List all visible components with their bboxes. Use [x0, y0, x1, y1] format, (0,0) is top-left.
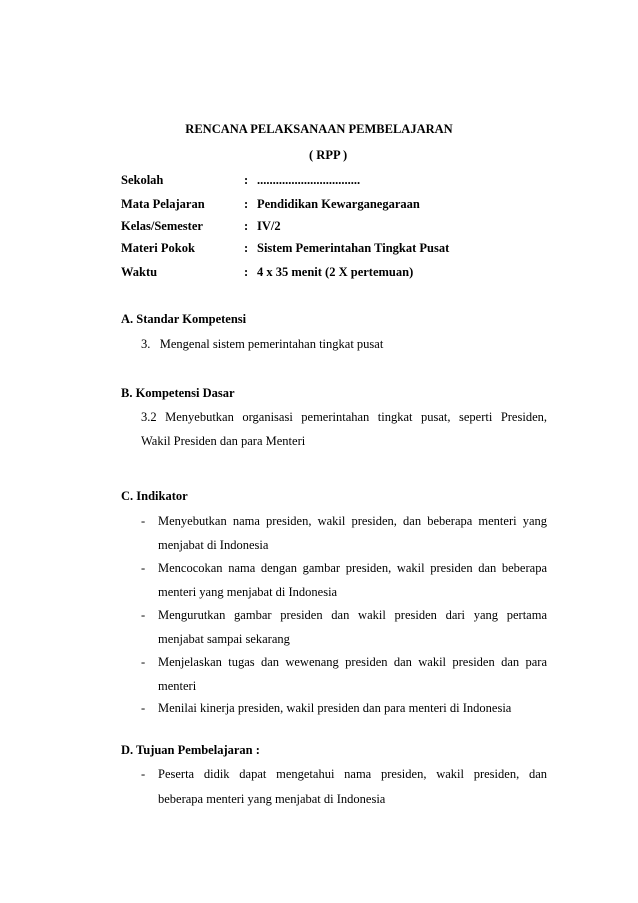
- indikator-item-1-line-2: menjabat di Indonesia: [158, 538, 269, 552]
- info-value-mata-pelajaran: Pendidikan Kewarganegaraan: [257, 197, 420, 211]
- info-label-materi-pokok: Materi Pokok: [121, 241, 195, 255]
- indikator-item-4-line-2: menteri: [158, 679, 197, 693]
- info-colon: :: [244, 265, 249, 279]
- section-b-line-2: Wakil Presiden dan para Menteri: [141, 434, 306, 448]
- bullet-dash: -: [141, 561, 146, 575]
- section-b-line-1: 3.2 Menyebutkan organisasi pemerintahan tingkat pusat, seperti Presiden,: [141, 410, 547, 424]
- bullet-dash: -: [141, 701, 146, 715]
- info-colon: :: [244, 241, 249, 255]
- section-c-heading: C. Indikator: [121, 489, 188, 503]
- info-label-kelas-semester: Kelas/Semester: [121, 219, 203, 233]
- bullet-dash: -: [141, 608, 146, 622]
- tujuan-item-1-line-2: beberapa menteri yang menjabat di Indonesia: [158, 792, 386, 806]
- indikator-item-4-line-1: Menjelaskan tugas dan wewenang presiden dan wakil presiden dan para: [158, 655, 547, 669]
- indikator-item-3-line-1: Mengurutkan gambar presiden dan wakil presiden dari yang pertama: [158, 608, 547, 622]
- indikator-item-2-line-1: Mencocokan nama dengan gambar presiden, wakil presiden dan beberapa: [158, 561, 547, 575]
- bullet-dash: -: [141, 767, 146, 781]
- info-colon: :: [244, 197, 249, 211]
- indikator-item-5-line-1: Menilai kinerja presiden, wakil presiden dan para menteri di Indonesia: [158, 701, 512, 715]
- section-a-item: 3. Mengenal sistem pemerintahan tingkat pusat: [141, 337, 384, 351]
- document-title: RENCANA PELAKSANAAN PEMBELAJARAN: [185, 122, 453, 136]
- info-value-materi-pokok: Sistem Pemerintahan Tingkat Pusat: [257, 241, 450, 255]
- info-label-sekolah: Sekolah: [121, 173, 164, 187]
- info-value-kelas-semester: IV/2: [257, 219, 281, 233]
- section-b-heading: B. Kompetensi Dasar: [121, 386, 235, 400]
- info-label-waktu: Waktu: [121, 265, 158, 279]
- bullet-dash: -: [141, 655, 146, 669]
- info-colon: :: [244, 173, 249, 187]
- indikator-item-3-line-2: menjabat sampai sekarang: [158, 632, 290, 646]
- bullet-dash: -: [141, 514, 146, 528]
- indikator-item-1-line-1: Menyebutkan nama presiden, wakil presiden, dan beberapa menteri yang: [158, 514, 547, 528]
- tujuan-item-1-line-1: Peserta didik dapat mengetahui nama presiden, wakil presiden, dan: [158, 767, 547, 781]
- section-d-heading: D. Tujuan Pembelajaran :: [121, 743, 260, 757]
- document-subtitle: ( RPP ): [309, 148, 348, 162]
- info-value-sekolah: .................................: [257, 173, 361, 187]
- info-value-waktu: 4 x 35 menit (2 X pertemuan): [257, 265, 414, 279]
- info-colon: :: [244, 219, 249, 233]
- section-a-heading: A. Standar Kompetensi: [121, 312, 247, 326]
- indikator-item-2-line-2: menteri yang menjabat di Indonesia: [158, 585, 338, 599]
- info-label-mata-pelajaran: Mata Pelajaran: [121, 197, 205, 211]
